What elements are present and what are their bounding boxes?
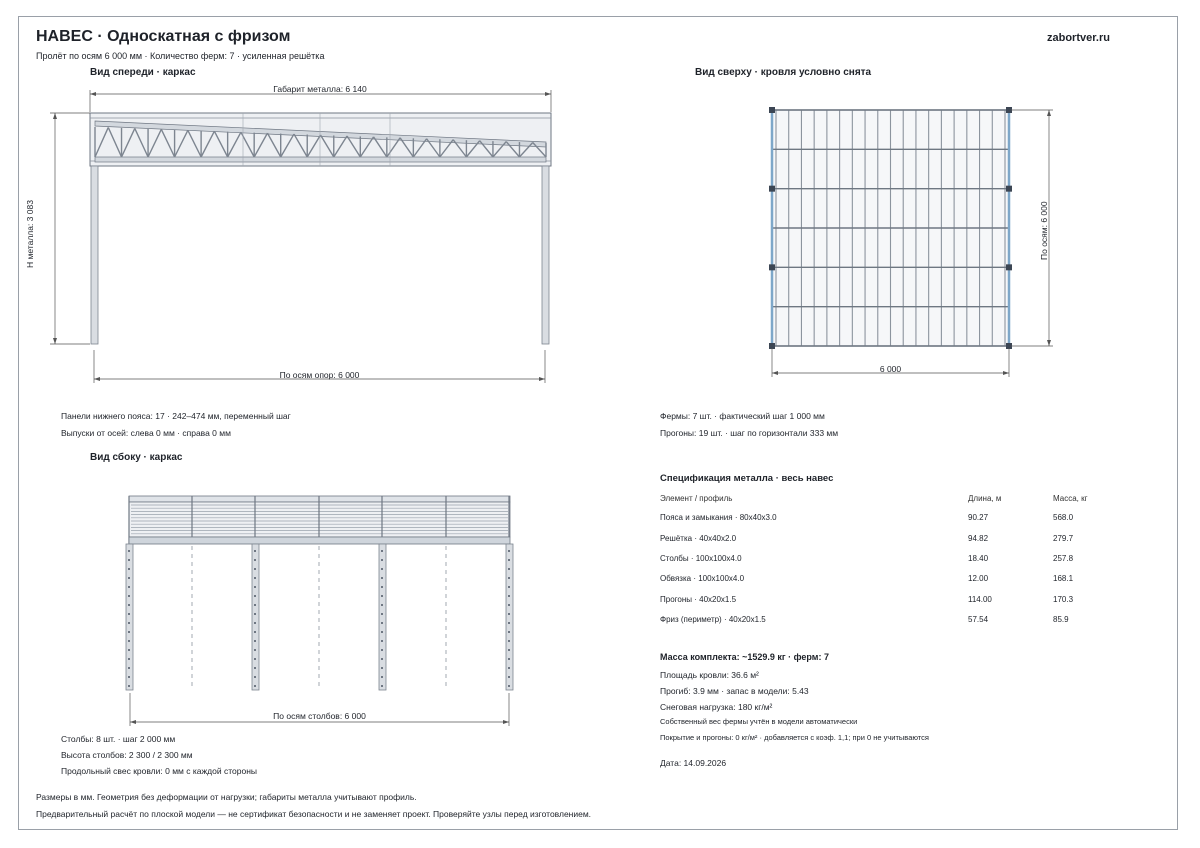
column-hole — [254, 604, 256, 606]
column-hole — [254, 568, 256, 570]
spec-total-mass: Масса комплекта: ~1529.9 кг · ферм: 7 — [660, 652, 829, 662]
table-cell: 257.8 — [1053, 554, 1074, 563]
column-node — [1006, 186, 1012, 192]
table-row: Обвязка · 100x100x4.0 — [660, 574, 745, 583]
spec-deflection: Прогиб: 3.9 мм · запас в модели: 5.43 — [660, 686, 809, 696]
column-hole — [128, 586, 130, 588]
side-note-heights: Высота столбов: 2 300 / 2 300 мм — [61, 750, 193, 760]
column-node — [769, 186, 775, 192]
table-cell: 168.1 — [1053, 574, 1074, 583]
table-cell: 12.00 — [968, 574, 989, 583]
column-hole — [508, 667, 510, 669]
table-row: Столбы · 100x100x4.0 — [660, 554, 742, 563]
column-hole — [381, 550, 383, 552]
column-hole — [128, 676, 130, 678]
column-hole — [254, 577, 256, 579]
top-dim-right-label: По осям: 6 000 — [1039, 201, 1049, 260]
table-cell: 85.9 — [1053, 615, 1069, 624]
spec-header-length: Длина, м — [968, 494, 1002, 503]
side-note-columns: Столбы: 8 шт. · шаг 2 000 мм — [61, 734, 176, 744]
spec-snow-load: Снеговая нагрузка: 180 кг/м² — [660, 702, 773, 712]
side-dim-bottom-label: По осям столбов: 6 000 — [273, 711, 366, 721]
footer-dimensions-note: Размеры в мм. Геометрия без деформации от нагрузки; габариты металла учитывают профиль. — [36, 792, 417, 802]
column-hole — [508, 640, 510, 642]
column-hole — [128, 631, 130, 633]
table-cell: 170.3 — [1053, 595, 1074, 604]
front-dim-left-label: H металла: 3 083 — [25, 200, 35, 268]
column-node — [769, 264, 775, 270]
front-view-title: Вид спереди · каркас — [90, 67, 196, 78]
side-view-drawing — [0, 0, 600, 740]
column-hole — [381, 667, 383, 669]
front-dim-bottom-label: По осям опор: 6 000 — [279, 370, 360, 380]
column-hole — [381, 604, 383, 606]
column-hole — [381, 622, 383, 624]
column-hole — [508, 613, 510, 615]
column-hole — [381, 640, 383, 642]
table-cell: 279.7 — [1053, 534, 1074, 543]
site-label: zabortver.ru — [1047, 32, 1110, 44]
column-hole — [508, 559, 510, 561]
table-cell: 94.82 — [968, 534, 989, 543]
column-hole — [508, 622, 510, 624]
column-hole — [381, 631, 383, 633]
column-hole — [381, 685, 383, 687]
column-hole — [128, 622, 130, 624]
column-hole — [381, 595, 383, 597]
column-hole — [381, 658, 383, 660]
spec-header-mass: Масса, кг — [1053, 494, 1088, 503]
column-hole — [508, 649, 510, 651]
footer-disclaimer: Предварительный расчёт по плоской модели — не сертификат безопасности и не заменяет проект. Проверяйте узлы перед изготовлением. — [36, 809, 592, 819]
spec-roof-area: Площадь кровли: 36.6 м² — [660, 670, 759, 680]
front-note-offsets: Выпуски от осей: слева 0 мм · справа 0 мм — [61, 428, 231, 438]
spec-selfweight-note: Собственный вес фермы учтён в модели автоматически — [660, 717, 858, 726]
column-hole — [508, 577, 510, 579]
spec-date: Дата: 14.09.2026 — [660, 758, 727, 768]
column-hole — [381, 649, 383, 651]
table-row: Прогоны · 40x20x1.5 — [660, 595, 737, 604]
page-subtitle: Пролёт по осям 6 000 мм · Количество ферм: 7 · усиленная решётка — [36, 51, 325, 61]
table-cell: 57.54 — [968, 615, 989, 624]
column-hole — [128, 658, 130, 660]
column-hole — [128, 667, 130, 669]
column-hole — [254, 622, 256, 624]
column-hole — [508, 676, 510, 678]
column-hole — [381, 613, 383, 615]
column-hole — [508, 658, 510, 660]
column-hole — [128, 649, 130, 651]
top-view-title: Вид сверху · кровля условно снята — [695, 67, 872, 78]
column-hole — [508, 595, 510, 597]
column-hole — [254, 559, 256, 561]
column-hole — [508, 604, 510, 606]
column-hole — [254, 649, 256, 651]
column-hole — [381, 586, 383, 588]
column-hole — [508, 631, 510, 633]
column-hole — [254, 586, 256, 588]
column-hole — [508, 586, 510, 588]
column-hole — [508, 568, 510, 570]
column-hole — [128, 685, 130, 687]
column-hole — [254, 685, 256, 687]
top-note-purlins: Прогоны: 19 шт. · шаг по горизонтали 333 мм — [660, 428, 839, 438]
column-node — [769, 107, 775, 113]
front-dim-top-label: Габарит металла: 6 140 — [273, 84, 367, 94]
table-row: Решётка · 40x40x2.0 — [660, 534, 737, 543]
column-hole — [381, 676, 383, 678]
column-hole — [254, 667, 256, 669]
column-hole — [128, 613, 130, 615]
column-hole — [128, 604, 130, 606]
spec-covering-note: Покрытие и прогоны: 0 кг/м² · добавляется с коэф. 1,1; при 0 не учитываются — [660, 733, 929, 742]
spec-title: Спецификация металла · весь навес — [660, 473, 834, 484]
column-hole — [381, 568, 383, 570]
column-hole — [128, 559, 130, 561]
side-note-overhang: Продольный свес кровли: 0 мм с каждой стороны — [61, 766, 258, 776]
column-node — [1006, 264, 1012, 270]
column-hole — [508, 550, 510, 552]
column-hole — [254, 640, 256, 642]
front-note-panels: Панели нижнего пояса: 17 · 242–474 мм, переменный шаг — [61, 411, 291, 421]
table-cell: 568.0 — [1053, 513, 1074, 522]
column-hole — [254, 595, 256, 597]
top-dim-bottom-label: 6 000 — [879, 364, 902, 374]
column-hole — [128, 595, 130, 597]
table-row: Пояса и замыкания · 80x40x3.0 — [660, 513, 777, 522]
top-note-trusses: Фермы: 7 шт. · фактический шаг 1 000 мм — [660, 411, 825, 421]
column-hole — [254, 676, 256, 678]
page-title: НАВЕС · Односкатная с фризом — [36, 28, 291, 45]
table-row: Фриз (периметр) · 40x20x1.5 — [660, 615, 766, 624]
column-hole — [254, 550, 256, 552]
side-view-title: Вид сбоку · каркас — [90, 452, 183, 463]
column-hole — [381, 577, 383, 579]
table-cell: 114.00 — [968, 595, 992, 604]
table-cell: 90.27 — [968, 513, 989, 522]
table-cell: 18.40 — [968, 554, 989, 563]
spec-header-element: Элемент / профиль — [660, 494, 733, 503]
column-hole — [128, 550, 130, 552]
column-hole — [254, 613, 256, 615]
column-hole — [128, 577, 130, 579]
column-hole — [508, 685, 510, 687]
column-hole — [254, 631, 256, 633]
column-hole — [381, 559, 383, 561]
column-hole — [254, 658, 256, 660]
column-hole — [128, 640, 130, 642]
column-hole — [128, 568, 130, 570]
